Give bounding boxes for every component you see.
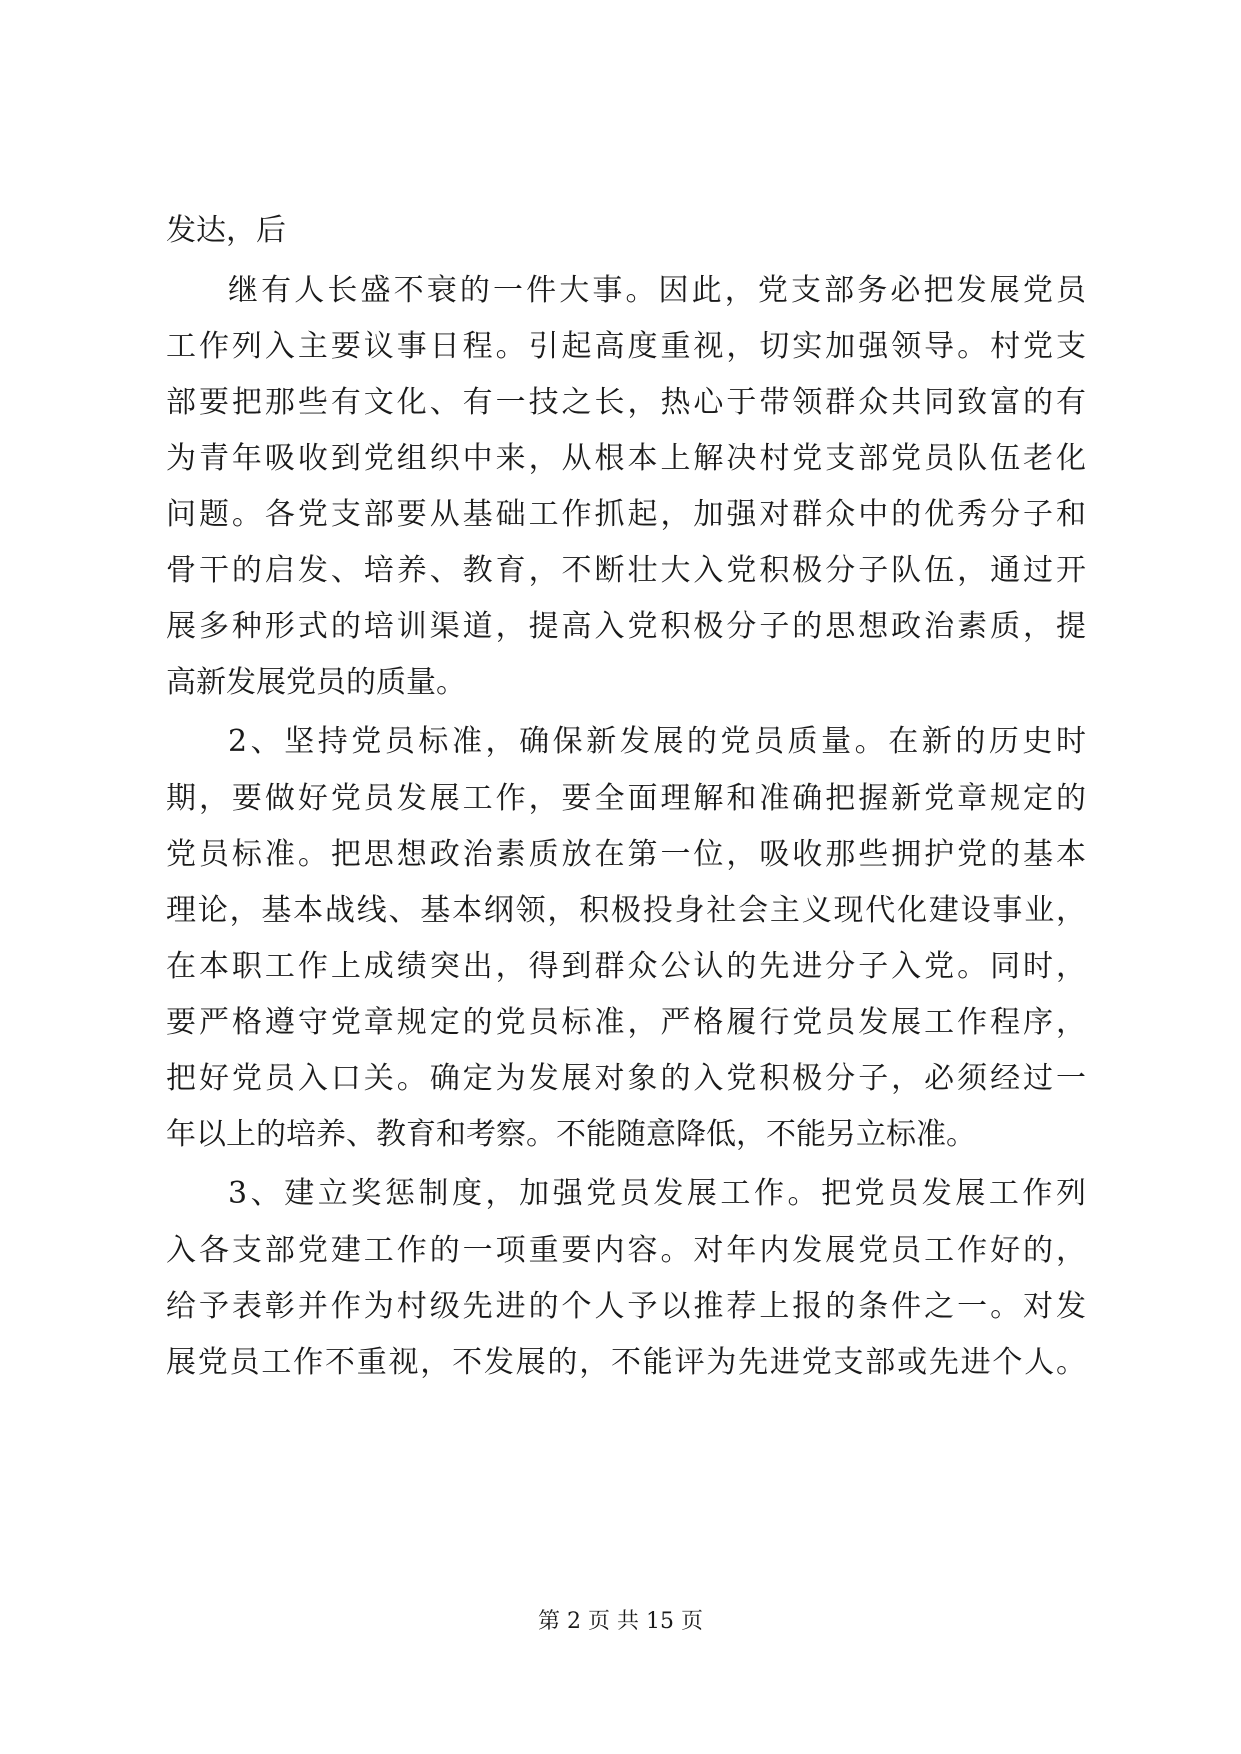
paragraph-1-line-2: 工作列入主要议事日程。引起高度重视，切实加强领导。村党支	[166, 329, 1086, 364]
paragraph-2-line-5: 在本职工作上成绩突出，得到群众公认的先进分子入党。同时，	[166, 949, 1086, 984]
paragraph-1-line-7: 展多种形式的培训渠道，提高入党积极分子的思想政治素质，提	[166, 609, 1086, 644]
paragraph-3-line-2: 入各支部党建工作的一项重要内容。对年内发展党员工作好的，	[166, 1233, 1086, 1268]
page-number-footer: 第 2 页 共 15 页	[538, 1609, 703, 1634]
paragraph-2-line-8: 年以上的培养、教育和考察。不能随意降低，不能另立标准。	[166, 1117, 976, 1152]
paragraph-2-line-6: 要严格遵守党章规定的党员标准，严格履行党员发展工作程序，	[166, 1005, 1086, 1040]
paragraph-1-line-6: 骨干的启发、培养、教育，不断壮大入党积极分子队伍，通过开	[166, 553, 1086, 588]
paragraph-1-line-4: 为青年吸收到党组织中来，从根本上解决村党支部党员队伍老化	[166, 441, 1086, 476]
paragraph-2-line-2: 期，要做好党员发展工作，要全面理解和准确把握新党章规定的	[166, 781, 1086, 816]
paragraph-3-line-4: 展党员工作不重视，不发展的，不能评为先进党支部或先进个人。	[166, 1345, 1086, 1380]
paragraph-3-line-3: 给予表彰并作为村级先进的个人予以推荐上报的条件之一。对发	[166, 1289, 1086, 1324]
paragraph-1-line-1: 继有人长盛不衰的一件大事。因此，党支部务必把发展党员	[228, 273, 1086, 308]
paragraph-1-line-3: 部要把那些有文化、有一技之长，热心于带领群众共同致富的有	[166, 385, 1086, 420]
paragraph-2-line-3: 党员标准。把思想政治素质放在第一位，吸收那些拥护党的基本	[166, 837, 1086, 872]
paragraph-3-line-1: 3、建立奖惩制度，加强党员发展工作。把党员发展工作列	[228, 1176, 1086, 1211]
paragraph-2-line-1: 2、坚持党员标准，确保新发展的党员质量。在新的历史时	[228, 724, 1086, 759]
paragraph-1-line-8: 高新发展党员的质量。	[166, 665, 466, 700]
paragraph-1-line-5: 问题。各党支部要从基础工作抓起，加强对群众中的优秀分子和	[166, 497, 1086, 532]
paragraph-2-line-4: 理论，基本战线、基本纲领，积极投身社会主义现代化建设事业，	[166, 893, 1086, 928]
text-line-1: 发达，后	[166, 213, 286, 248]
paragraph-2-line-7: 把好党员入口关。确定为发展对象的入党积极分子，必须经过一	[166, 1061, 1086, 1096]
